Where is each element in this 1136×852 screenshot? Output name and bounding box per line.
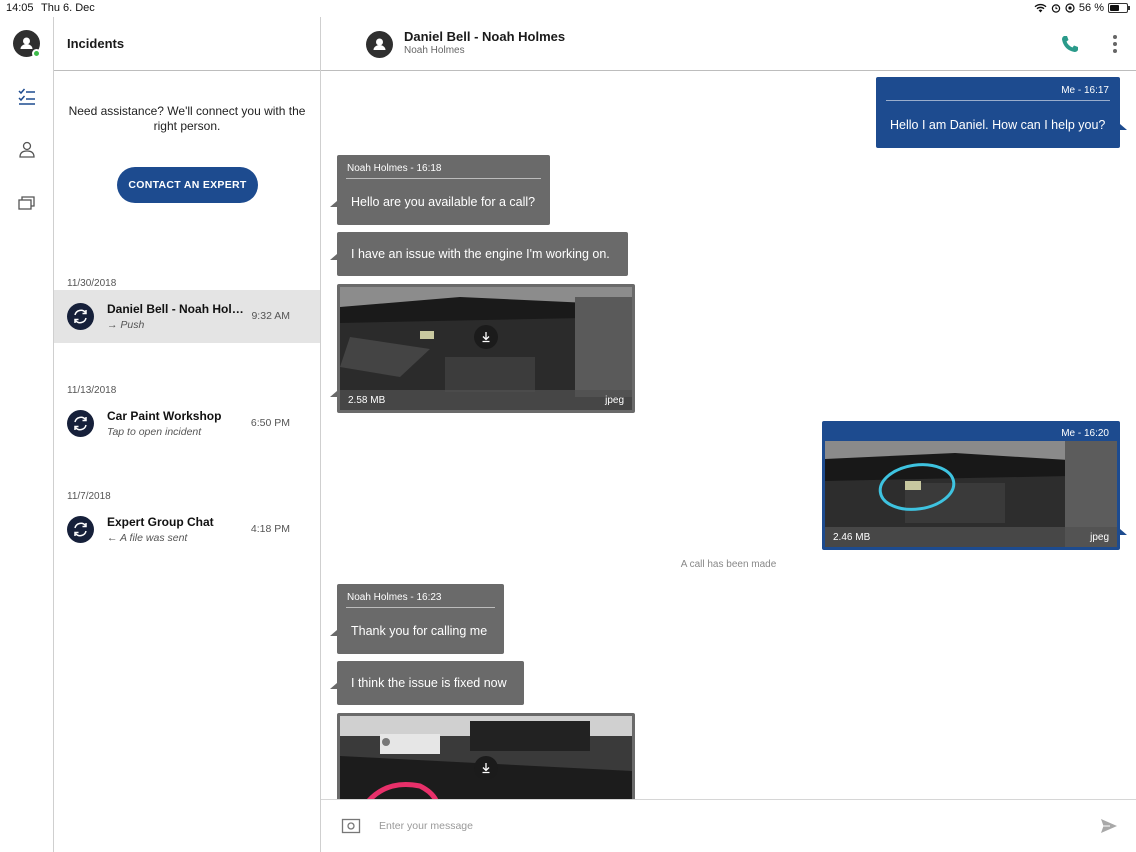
incident-time: 9:32 AM — [251, 310, 290, 322]
date-group-label: 11/13/2018 — [67, 385, 117, 396]
message-list[interactable] — [321, 71, 1136, 799]
battery-icon — [1108, 3, 1128, 13]
wifi-icon — [1034, 3, 1047, 13]
incident-subtitle: → Push — [107, 319, 145, 331]
sync-icon — [67, 410, 94, 437]
system-message: A call has been made — [680, 559, 777, 570]
message-incoming-image[interactable] — [337, 713, 635, 799]
message-text: I think the issue is fixed now — [351, 676, 507, 690]
status-date: Thu 6. Dec — [41, 2, 95, 14]
date-group-label: 11/30/2018 — [67, 278, 117, 289]
alarm-icon — [1051, 3, 1061, 13]
chat-title: Daniel Bell - Noah Holmes — [404, 29, 566, 44]
date-group-label: 11/7/2018 — [67, 491, 111, 502]
message-composer — [321, 799, 1136, 852]
message-text: Hello I am Daniel. How can I help you? — [890, 118, 1106, 132]
bubble-tail — [330, 683, 337, 689]
incident-title: Expert Group Chat — [107, 515, 214, 529]
bubble-tail — [330, 201, 337, 207]
bubble-tail — [1120, 529, 1127, 535]
message-text: Hello are you available for a call? — [351, 195, 536, 209]
message-meta: Noah Holmes - 16:23 — [347, 592, 442, 603]
bubble-tail — [330, 254, 337, 260]
bubble-tail — [330, 630, 337, 636]
online-status-dot — [32, 49, 41, 58]
message-incoming — [337, 584, 504, 654]
more-options-icon[interactable] — [1111, 33, 1119, 55]
contact-expert-button[interactable]: CONTACT AN EXPERT — [117, 167, 258, 203]
incident-item-car-paint[interactable] — [54, 397, 320, 450]
file-type: jpeg — [1090, 532, 1109, 543]
message-incoming-image[interactable] — [337, 284, 635, 413]
incidents-checklist-icon[interactable] — [16, 86, 38, 108]
incident-time: 6:50 PM — [250, 417, 290, 429]
message-incoming — [337, 661, 524, 705]
status-bar — [0, 0, 1136, 17]
send-icon[interactable] — [1099, 817, 1119, 835]
assist-text: Need assistance? We'll connect you with the right person. — [68, 104, 306, 133]
incident-time: 4:18 PM — [250, 523, 290, 535]
battery-percent: 56 % — [1078, 2, 1104, 14]
chat-pane — [321, 17, 1136, 852]
file-size: 2.46 MB — [833, 532, 871, 543]
status-indicators — [1034, 2, 1128, 14]
sync-icon — [67, 303, 94, 330]
message-incoming — [337, 232, 628, 276]
incidents-panel — [54, 17, 321, 852]
image-info-bar — [340, 390, 632, 410]
windows-stack-icon[interactable] — [16, 192, 38, 214]
message-meta: Me - 16:17 — [1061, 85, 1109, 96]
panel-title: Incidents — [54, 17, 320, 71]
location-icon — [1065, 3, 1075, 13]
incident-item-expert-group[interactable] — [54, 503, 320, 556]
message-text: Thank you for calling me — [351, 624, 488, 638]
user-avatar-icon[interactable] — [13, 30, 40, 57]
phone-call-icon[interactable] — [1059, 33, 1081, 55]
arrow-right-icon: → — [107, 319, 118, 331]
status-time: 14:05 — [6, 2, 34, 14]
arrow-left-icon: ← — [107, 532, 118, 544]
message-meta: Noah Holmes - 16:18 — [347, 163, 442, 174]
message-meta: Me - 16:20 — [1061, 428, 1109, 439]
download-icon[interactable] — [474, 756, 498, 780]
contacts-person-icon[interactable] — [16, 139, 38, 161]
incident-title: Daniel Bell - Noah Holm... — [107, 302, 252, 316]
incident-item-daniel-bell[interactable] — [54, 290, 320, 343]
incident-title: Car Paint Workshop — [107, 409, 222, 423]
image-attachment[interactable] — [825, 441, 1117, 547]
message-input[interactable] — [379, 815, 1079, 837]
image-attachment[interactable] — [340, 287, 632, 410]
bubble-tail — [1120, 124, 1127, 130]
bubble-tail — [330, 391, 337, 397]
image-info-bar — [825, 527, 1117, 547]
chat-header — [321, 17, 1136, 71]
message-outgoing — [876, 77, 1120, 148]
file-type: jpeg — [605, 395, 624, 406]
message-text: I have an issue with the engine I'm working on. — [351, 247, 610, 261]
incident-subtitle: ← A file was sent — [107, 532, 188, 544]
image-attachment[interactable] — [340, 716, 632, 799]
sync-icon — [67, 516, 94, 543]
download-icon[interactable] — [474, 325, 498, 349]
message-outgoing-image[interactable] — [822, 421, 1120, 550]
camera-icon[interactable] — [341, 817, 361, 835]
navigation-rail — [0, 17, 54, 852]
file-size: 2.58 MB — [348, 395, 386, 406]
message-incoming — [337, 155, 550, 225]
chat-subtitle: Noah Holmes — [404, 45, 465, 56]
contact-avatar-icon[interactable] — [366, 31, 393, 58]
incident-subtitle: Tap to open incident — [107, 426, 202, 438]
